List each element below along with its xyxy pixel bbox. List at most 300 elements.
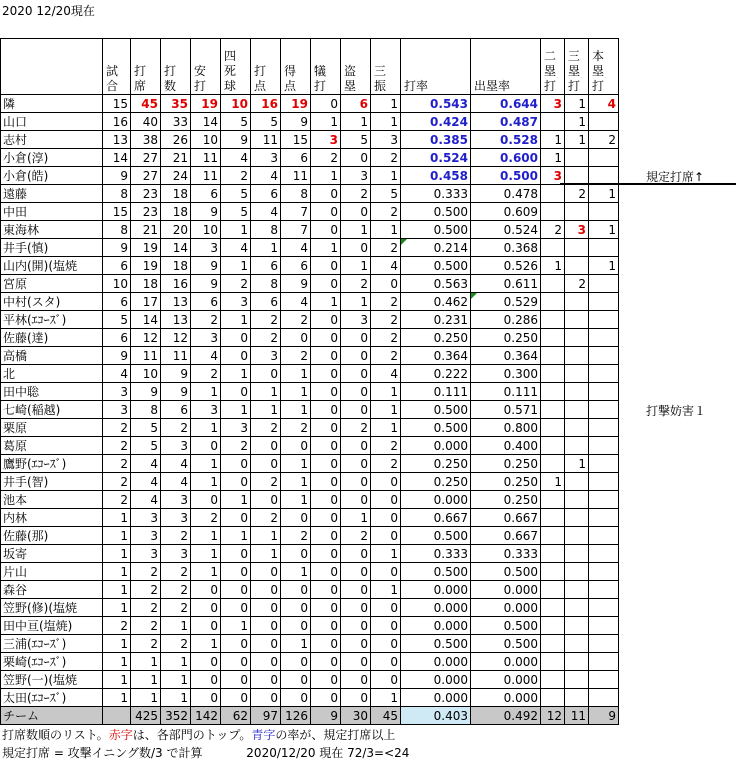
stat-cell: 2: [103, 437, 131, 455]
stat-cell: [565, 167, 589, 185]
stat-cell: 21: [161, 149, 191, 167]
stat-cell: 0: [311, 509, 341, 527]
player-name: 山内(開)(塩焼: [1, 257, 103, 275]
stat-cell: 16: [161, 275, 191, 293]
stat-cell: 3: [103, 401, 131, 419]
stat-cell: 3: [251, 347, 281, 365]
stat-cell: 0.458: [401, 167, 471, 185]
stat-cell: 0: [221, 455, 251, 473]
stat-cell: 0.543: [401, 95, 471, 113]
stat-cell: 0: [281, 617, 311, 635]
team-stat-cell: 9: [311, 707, 341, 725]
player-name: 中田: [1, 203, 103, 221]
stat-cell: [541, 419, 565, 437]
stat-cell: 0.500: [401, 635, 471, 653]
stat-cell: 10: [221, 95, 251, 113]
stat-cell: 2: [371, 437, 401, 455]
stat-cell: 4: [191, 347, 221, 365]
stat-cell: [589, 509, 619, 527]
stat-cell: [541, 113, 565, 131]
stat-cell: [565, 383, 589, 401]
stat-cell: 8: [103, 221, 131, 239]
stat-cell: 4: [371, 365, 401, 383]
stat-cell: 2: [103, 455, 131, 473]
table-row: [1, 437, 619, 455]
stat-cell: [565, 365, 589, 383]
stat-cell: 6: [103, 329, 131, 347]
stat-cell: 2: [161, 419, 191, 437]
stat-cell: 0: [311, 329, 341, 347]
stat-cell: 4: [131, 473, 161, 491]
player-name: 葛原: [1, 437, 103, 455]
stat-cell: 9: [103, 239, 131, 257]
stat-cell: 2: [565, 275, 589, 293]
stat-cell: 0: [191, 581, 221, 599]
stat-cell: 0: [341, 671, 371, 689]
stat-cell: 2: [251, 419, 281, 437]
team-stat-cell: 142: [191, 707, 221, 725]
stat-cell: 0.000: [471, 653, 541, 671]
column-header: 安打: [191, 39, 221, 95]
column-header: 犠打: [311, 39, 341, 95]
stat-cell: 1: [565, 131, 589, 149]
stat-cell: 1: [221, 527, 251, 545]
stat-cell: 2: [221, 275, 251, 293]
footer-line-2: [2, 744, 409, 761]
player-name: 小倉(皓): [1, 167, 103, 185]
stat-cell: 0: [341, 437, 371, 455]
stat-cell: 0.644: [471, 95, 541, 113]
stat-cell: 1: [341, 257, 371, 275]
footer-date: 2020/12/20 現在 72/3=<24: [246, 746, 410, 760]
stat-cell: 2: [281, 347, 311, 365]
stat-cell: 0.500: [401, 257, 471, 275]
stat-cell: 0: [221, 509, 251, 527]
stat-cell: 0: [191, 599, 221, 617]
stat-cell: 1: [371, 383, 401, 401]
stat-cell: 0.000: [401, 617, 471, 635]
stat-cell: 9: [131, 383, 161, 401]
team-label: チーム: [1, 707, 103, 725]
stat-cell: 3: [161, 491, 191, 509]
stat-cell: 1: [103, 527, 131, 545]
stat-cell: 11: [191, 149, 221, 167]
team-stat-cell: 352: [161, 707, 191, 725]
stat-cell: [565, 617, 589, 635]
table-row: [1, 635, 619, 653]
stat-cell: [541, 347, 565, 365]
stat-cell: 1: [191, 455, 221, 473]
stat-cell: 0.611: [471, 275, 541, 293]
stat-cell: 2: [161, 599, 191, 617]
stat-cell: 17: [131, 293, 161, 311]
stat-cell: [589, 473, 619, 491]
stat-cell: 0: [341, 653, 371, 671]
stat-cell: [541, 401, 565, 419]
table-row: [1, 419, 619, 437]
stat-cell: 19: [191, 95, 221, 113]
stat-cell: 1: [191, 563, 221, 581]
stat-cell: 0: [251, 437, 281, 455]
stat-cell: 19: [131, 257, 161, 275]
table-row: [1, 347, 619, 365]
stat-cell: 18: [161, 257, 191, 275]
player-name: 笠野(修)(塩焼: [1, 599, 103, 617]
player-name: 小倉(淳): [1, 149, 103, 167]
team-stat-cell: 425: [131, 707, 161, 725]
stat-cell: 1: [161, 671, 191, 689]
stat-cell: 0.000: [471, 581, 541, 599]
stat-cell: [589, 401, 619, 419]
stat-cell: 27: [131, 149, 161, 167]
page-title: 2020 12/20現在: [2, 4, 95, 18]
stat-cell: 1: [589, 257, 619, 275]
stat-cell: 0: [251, 563, 281, 581]
stat-cell: [589, 689, 619, 707]
player-name: 高橋: [1, 347, 103, 365]
stat-cell: [565, 671, 589, 689]
stat-cell: 1: [161, 617, 191, 635]
stat-cell: 0: [341, 563, 371, 581]
stat-cell: 0.333: [401, 185, 471, 203]
stat-cell: 4: [281, 239, 311, 257]
stat-cell: [589, 293, 619, 311]
stat-cell: 4: [103, 365, 131, 383]
player-name: 坂寄: [1, 545, 103, 563]
stat-cell: 1: [311, 293, 341, 311]
stat-cell: 1: [371, 167, 401, 185]
stat-cell: [541, 455, 565, 473]
stat-cell: [589, 563, 619, 581]
team-stat-cell: 12: [541, 707, 565, 725]
stat-cell: 1: [371, 95, 401, 113]
stat-cell: 6: [281, 257, 311, 275]
stat-cell: 1: [103, 689, 131, 707]
player-name: 東海林: [1, 221, 103, 239]
stat-cell: [565, 311, 589, 329]
stat-cell: 0.250: [471, 329, 541, 347]
stat-cell: 19: [131, 239, 161, 257]
stat-cell: [541, 275, 565, 293]
stat-cell: 5: [371, 185, 401, 203]
stat-cell: [589, 149, 619, 167]
stat-cell: 0: [191, 689, 221, 707]
stat-cell: 1: [221, 221, 251, 239]
stat-cell: 6: [341, 95, 371, 113]
stat-cell: 1: [281, 365, 311, 383]
stat-cell: [541, 689, 565, 707]
stat-cell: [565, 293, 589, 311]
stat-cell: 1: [131, 671, 161, 689]
stat-cell: 0: [311, 419, 341, 437]
table-row: [1, 689, 619, 707]
column-header: 本塁打: [589, 39, 619, 95]
stat-cell: 0.400: [471, 437, 541, 455]
stat-cell: 19: [281, 95, 311, 113]
stat-cell: [541, 509, 565, 527]
stat-cell: [565, 545, 589, 563]
player-name: 笠野(一)(塩焼: [1, 671, 103, 689]
stat-cell: 0: [341, 347, 371, 365]
stat-cell: 18: [131, 275, 161, 293]
stat-cell: 1: [131, 653, 161, 671]
stat-cell: 0: [341, 617, 371, 635]
table-row: [1, 581, 619, 599]
stat-cell: [589, 329, 619, 347]
stat-cell: 0: [341, 689, 371, 707]
stat-cell: [565, 401, 589, 419]
stat-cell: 0: [311, 401, 341, 419]
stat-cell: 0: [191, 437, 221, 455]
team-stat-cell: [103, 707, 131, 725]
column-header: 打数: [161, 39, 191, 95]
stat-cell: 13: [161, 293, 191, 311]
table-row: [1, 563, 619, 581]
stat-cell: [541, 527, 565, 545]
stat-cell: 0: [311, 617, 341, 635]
team-stat-cell: 126: [281, 707, 311, 725]
player-name: 片山: [1, 563, 103, 581]
player-name: 宮原: [1, 275, 103, 293]
stat-cell: [589, 581, 619, 599]
team-stat-cell: 9: [589, 707, 619, 725]
stat-cell: 9: [103, 167, 131, 185]
footer-blue-word: 青字: [251, 728, 276, 742]
stat-cell: 1: [281, 563, 311, 581]
stat-cell: 0: [311, 275, 341, 293]
stat-cell: 0.500: [471, 563, 541, 581]
stat-cell: 0.214: [401, 239, 471, 257]
stat-cell: 0.528: [471, 131, 541, 149]
stat-cell: 0: [341, 581, 371, 599]
table-row: [1, 95, 619, 113]
table-row: [1, 527, 619, 545]
stat-cell: 1: [191, 383, 221, 401]
stat-cell: 10: [103, 275, 131, 293]
stat-cell: 0: [251, 617, 281, 635]
stat-cell: 0: [281, 329, 311, 347]
stat-cell: 1: [341, 113, 371, 131]
stat-cell: 3: [371, 131, 401, 149]
stat-cell: [565, 635, 589, 653]
stat-cell: 1: [103, 599, 131, 617]
stat-cell: 0: [311, 311, 341, 329]
stat-cell: 1: [371, 689, 401, 707]
stat-cell: [589, 617, 619, 635]
stat-cell: [589, 653, 619, 671]
stat-cell: 9: [161, 383, 191, 401]
stat-cell: 0: [341, 329, 371, 347]
stat-cell: [589, 635, 619, 653]
stat-cell: 0.000: [471, 689, 541, 707]
stat-cell: 6: [281, 149, 311, 167]
stat-cell: 0.222: [401, 365, 471, 383]
stat-cell: 2: [251, 311, 281, 329]
stat-cell: 2: [131, 617, 161, 635]
table-row: [1, 653, 619, 671]
stat-cell: 0.478: [471, 185, 541, 203]
stat-cell: 1: [103, 671, 131, 689]
stat-cell: 1: [371, 401, 401, 419]
stat-cell: 10: [191, 131, 221, 149]
stat-cell: 2: [371, 149, 401, 167]
stat-cell: 0.524: [401, 149, 471, 167]
stat-cell: 1: [191, 473, 221, 491]
stat-cell: 40: [131, 113, 161, 131]
stat-cell: 0.500: [401, 563, 471, 581]
stat-cell: 1: [251, 401, 281, 419]
stat-cell: [589, 347, 619, 365]
stat-cell: 0.500: [471, 635, 541, 653]
stat-cell: 2: [161, 563, 191, 581]
stat-cell: [589, 419, 619, 437]
stat-cell: 1: [191, 545, 221, 563]
player-name: 栗原: [1, 419, 103, 437]
stat-cell: 1: [371, 545, 401, 563]
stat-cell: 3: [161, 437, 191, 455]
stat-cell: 6: [251, 293, 281, 311]
stat-cell: 4: [131, 491, 161, 509]
stat-cell: 2: [103, 617, 131, 635]
stat-cell: [565, 257, 589, 275]
stat-cell: 2: [371, 203, 401, 221]
stat-cell: 4: [221, 239, 251, 257]
stat-cell: 1: [371, 113, 401, 131]
team-stat-cell: 45: [371, 707, 401, 725]
stat-cell: 0: [371, 473, 401, 491]
stat-cell: 0: [311, 185, 341, 203]
player-name: 内林: [1, 509, 103, 527]
stat-cell: 2: [191, 509, 221, 527]
stat-cell: 0: [251, 635, 281, 653]
table-row: [1, 365, 619, 383]
team-stat-cell: 11: [565, 707, 589, 725]
column-header: 打率: [401, 39, 471, 95]
stat-cell: 1: [281, 473, 311, 491]
stat-cell: [565, 581, 589, 599]
stat-cell: 2: [341, 185, 371, 203]
stat-cell: 5: [131, 419, 161, 437]
stat-cell: 2: [341, 527, 371, 545]
stat-cell: 2: [371, 455, 401, 473]
stat-cell: 2: [131, 635, 161, 653]
stat-cell: 24: [161, 167, 191, 185]
header-row: [1, 39, 619, 95]
stat-cell: 0: [341, 455, 371, 473]
stat-cell: 0.333: [401, 545, 471, 563]
stat-cell: [541, 617, 565, 635]
stat-cell: 16: [251, 95, 281, 113]
stat-cell: 0: [311, 527, 341, 545]
stat-cell: 0: [251, 653, 281, 671]
stat-cell: 1: [221, 491, 251, 509]
stat-cell: 1: [371, 581, 401, 599]
stat-cell: 6: [191, 185, 221, 203]
stat-cell: 1: [565, 95, 589, 113]
stat-cell: 23: [131, 185, 161, 203]
stat-cell: 3: [341, 311, 371, 329]
stat-cell: 10: [131, 365, 161, 383]
stat-cell: 0.000: [401, 581, 471, 599]
stat-cell: [565, 509, 589, 527]
stat-cell: 3: [221, 419, 251, 437]
stat-cell: 0.563: [401, 275, 471, 293]
stat-cell: [541, 545, 565, 563]
stat-cell: 1: [311, 113, 341, 131]
stat-cell: 1: [281, 491, 311, 509]
stat-cell: 33: [161, 113, 191, 131]
player-name: 隣: [1, 95, 103, 113]
stat-cell: 0: [221, 473, 251, 491]
stat-cell: 11: [191, 167, 221, 185]
stat-cell: 0: [311, 653, 341, 671]
stat-cell: 0: [191, 491, 221, 509]
stat-cell: 2: [191, 311, 221, 329]
stat-cell: 2: [103, 419, 131, 437]
stat-cell: 0: [371, 563, 401, 581]
stat-cell: 4: [131, 455, 161, 473]
team-stat-cell: 30: [341, 707, 371, 725]
column-header: 出塁率: [471, 39, 541, 95]
stat-cell: 1: [221, 365, 251, 383]
stat-cell: [541, 653, 565, 671]
stat-cell: 0: [311, 455, 341, 473]
stat-cell: 6: [103, 293, 131, 311]
stat-cell: 2: [341, 419, 371, 437]
stat-cell: [589, 203, 619, 221]
player-name: 森谷: [1, 581, 103, 599]
stat-cell: 0.600: [471, 149, 541, 167]
stat-cell: [589, 167, 619, 185]
stat-cell: 1: [103, 509, 131, 527]
stat-cell: 4: [251, 203, 281, 221]
table-row: [1, 221, 619, 239]
stat-cell: 6: [251, 257, 281, 275]
stat-cell: 0: [311, 671, 341, 689]
stat-cell: 3: [541, 167, 565, 185]
stat-cell: 1: [565, 113, 589, 131]
stat-cell: 1: [311, 167, 341, 185]
stat-cell: [541, 185, 565, 203]
stat-cell: [589, 437, 619, 455]
stat-cell: 1: [311, 239, 341, 257]
stat-cell: 2: [221, 167, 251, 185]
stat-cell: 5: [251, 113, 281, 131]
stat-cell: [589, 671, 619, 689]
stat-cell: 0: [371, 509, 401, 527]
stat-cell: 0.000: [401, 491, 471, 509]
stat-cell: 27: [131, 167, 161, 185]
stat-cell: [565, 653, 589, 671]
stat-cell: 1: [541, 131, 565, 149]
stat-cell: [541, 311, 565, 329]
stat-cell: 11: [281, 167, 311, 185]
stat-cell: 11: [251, 131, 281, 149]
footer-text: は、各部門のトップ。: [132, 728, 252, 742]
stat-cell: 0: [281, 653, 311, 671]
stat-cell: 2: [191, 365, 221, 383]
stat-cell: 18: [161, 185, 191, 203]
stat-cell: 0.000: [471, 671, 541, 689]
header-name-cell: [1, 39, 103, 95]
stat-cell: 15: [103, 95, 131, 113]
stat-cell: 0: [311, 365, 341, 383]
stat-cell: 13: [161, 311, 191, 329]
column-header: 四死球: [221, 39, 251, 95]
stat-cell: 0: [281, 509, 311, 527]
team-stat-cell: 0.403: [401, 707, 471, 725]
stat-cell: 0: [371, 617, 401, 635]
